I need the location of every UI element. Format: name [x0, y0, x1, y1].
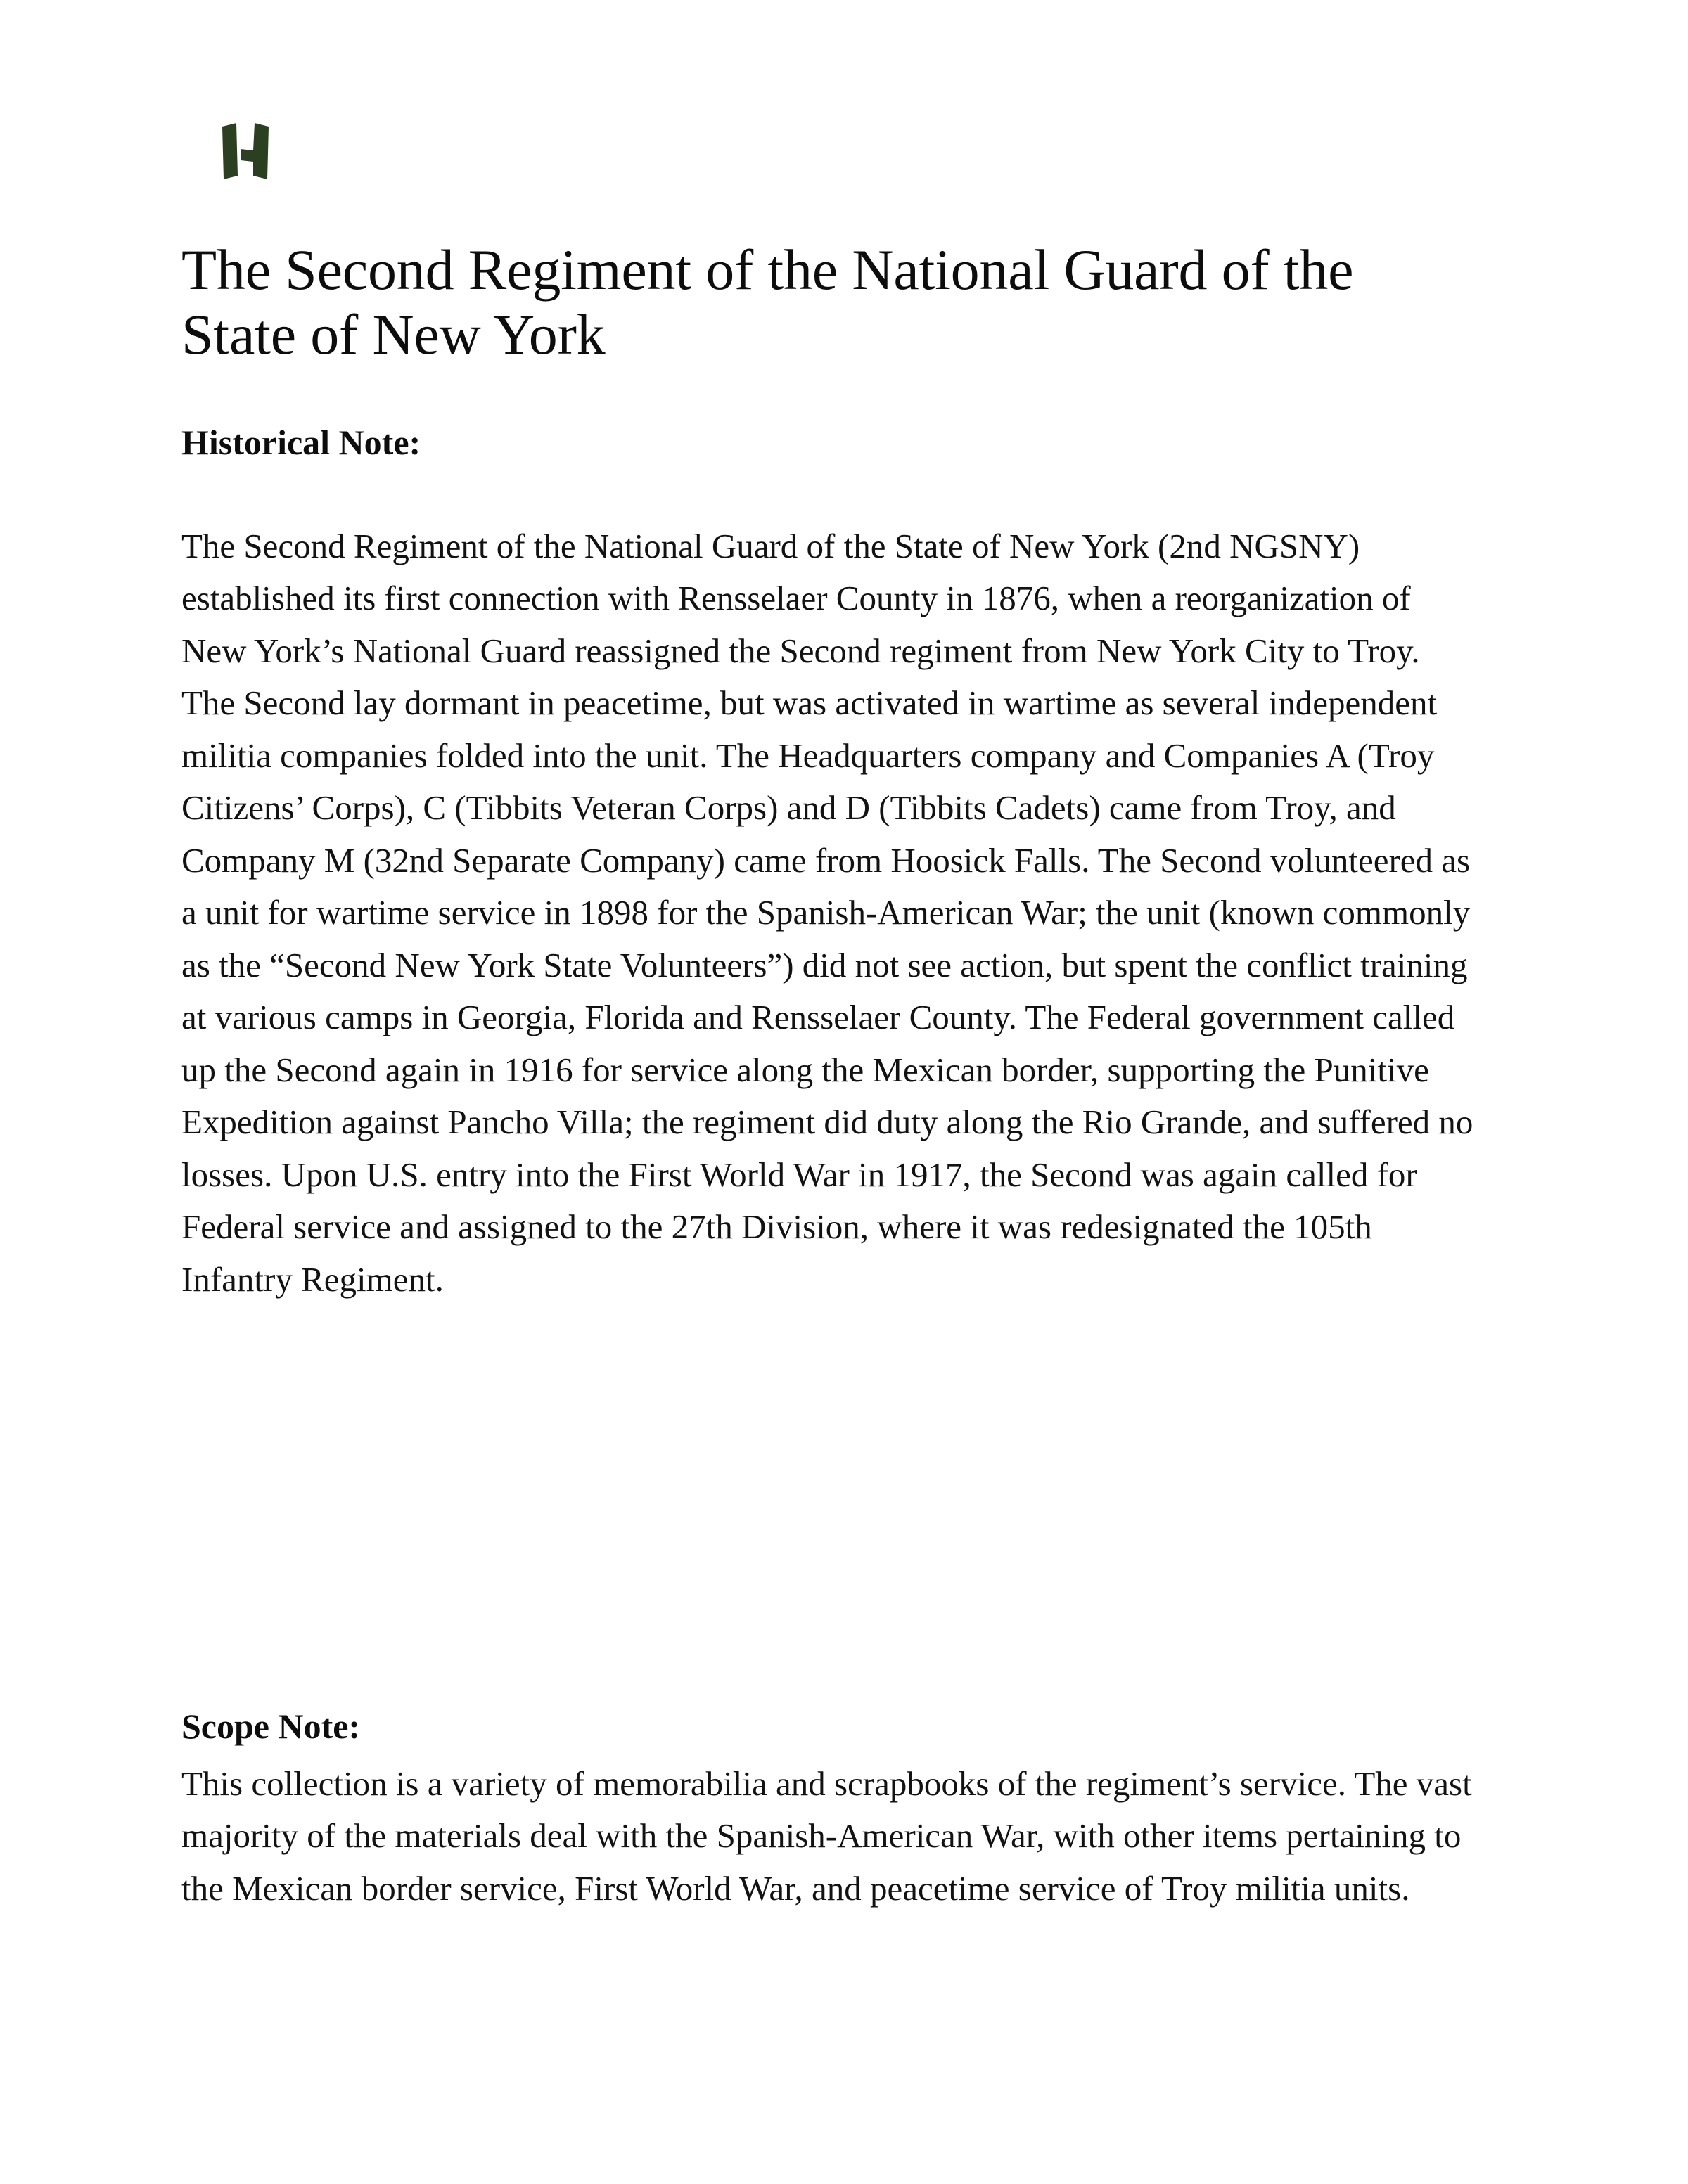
section-heading-scope-note: Scope Note: — [181, 1707, 361, 1746]
section-body-historical-note: The Second Regiment of the National Guard of the State of New York (2nd NGSNY) established its first connection with Rensselaer County in 1876, when a reorganization of New York’s National Guard reassigned the Second regiment from New York City to Troy. The Second lay dormant in peacetime, but was activated in wartime as several independent militia companies folded into the unit. The Headquarters company and Companies A (Troy Citizens’ Corps), C (Tibbits Veteran Corps) and D (Tibbits Cadets) came from Troy, and Company M (32nd Separate Company) came from Hoosick Falls. The Second volunteered as a unit for wartime service in 1898 for the Spanish-American War; the unit (known commonly as the “Second New York State Volunteers”) did not see action, but spent the conflict training at various camps in Georgia, Florida and Rensselaer County. The Federal government called up the Second again in 1916 for service along the Mexican border, supporting the Punitive Expedition against Pancho Villa; the regiment did duty along the Rio Grande, and suffered no losses. Upon U.S. entry into the First World War in 1917, the Second was again called for Federal service and assigned to the 27th Division, where it was redesignated the 105th Infantry Regiment. — [181, 527, 1473, 1299]
stylized-h-logo-icon — [217, 121, 271, 181]
section-heading-historical-note: Historical Note: — [181, 423, 421, 462]
section-body-scope-note: This collection is a variety of memorabilia and scrapbooks of the regiment’s service. The vast majority of the materials deal with the Spanish-American War, with other items pertaining to the Mexican border service, First World War, and peacetime service of Troy militia units. — [181, 1764, 1472, 1908]
page-title: The Second Regiment of the National Guard of the State of New York — [181, 238, 1354, 366]
